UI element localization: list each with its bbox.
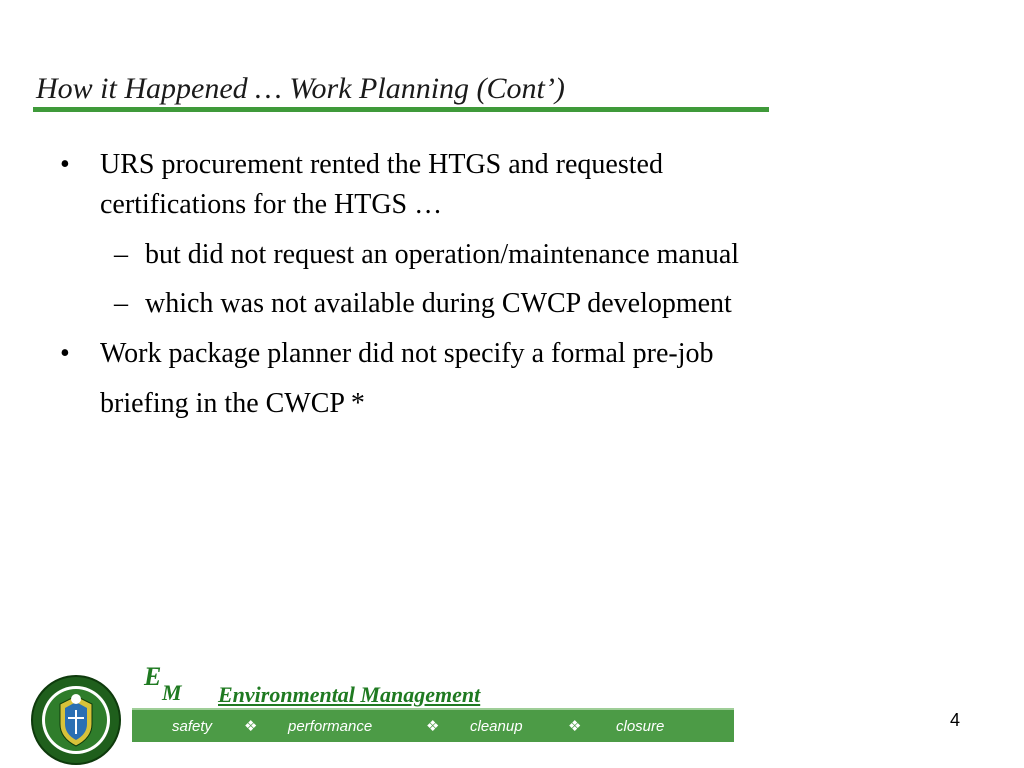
page-number: 4 (950, 710, 961, 730)
em-logo-e: E (144, 662, 162, 691)
bullet-line: URS procurement rented the HTGS and requested (100, 149, 663, 180)
em-logo-m: M (162, 680, 182, 705)
value-cleanup: cleanup (470, 718, 523, 735)
bullet-marker: • (60, 338, 70, 369)
separator-icon: ❖ (244, 717, 258, 735)
slide-title: How it Happened … Work Planning (Cont’) (36, 72, 565, 105)
separator-icon: ❖ (426, 717, 440, 735)
bullet-line: Work package planner did not specify a formal pre-job (100, 338, 714, 369)
doe-seal-icon (26, 674, 126, 766)
sub-bullet-line: but did not request an operation/maintenance manual (145, 239, 740, 270)
sub-bullet-marker: – (114, 288, 128, 319)
org-name: Environmental Management (218, 682, 481, 707)
bullet-line: certifications for the HTGS … (100, 189, 443, 220)
separator-icon: ❖ (568, 717, 582, 735)
sub-bullet-marker: – (114, 239, 128, 270)
sub-bullet-line: which was not available during CWCP development (145, 288, 732, 319)
value-safety: safety (172, 718, 213, 735)
bullet-marker: • (60, 149, 70, 180)
value-closure: closure (616, 718, 665, 735)
footer-values-bar (132, 708, 734, 742)
value-performance: performance (288, 718, 373, 735)
bullet-line: briefing in the CWCP * (100, 388, 365, 419)
